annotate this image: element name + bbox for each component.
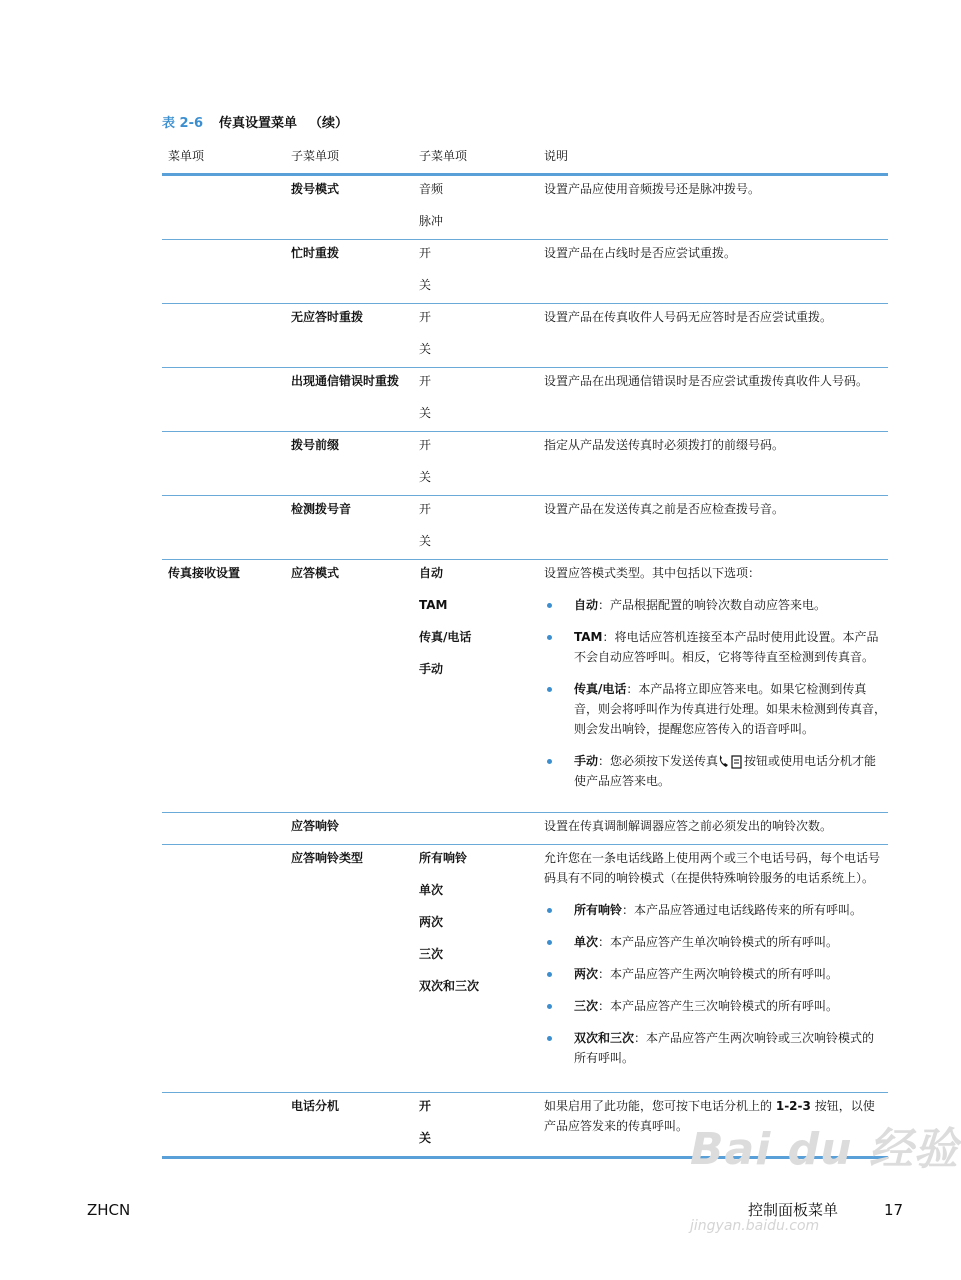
submenu-label: 应答响铃 (291, 819, 340, 833)
option: 关 (419, 406, 432, 420)
table-header (162, 143, 888, 176)
option: 音频 (419, 182, 444, 196)
menu-label: 传真接收设置 (168, 566, 241, 580)
table-row (162, 560, 888, 813)
option: 开 (419, 246, 432, 260)
description: 设置产品在传真收件人号码无应答时是否应尝试重拨。 (544, 310, 833, 324)
option: 开 (419, 502, 432, 516)
header-description: 说明 (544, 149, 569, 163)
option: 三次 (419, 947, 444, 961)
option: 传真/电话 (419, 630, 472, 644)
list-item: 双次和三次：本产品应答产生两次响铃或三次响铃模式的所有呼叫。 (544, 1028, 886, 1068)
option: 关 (419, 470, 432, 484)
option: 关 (419, 278, 432, 292)
table-row (162, 176, 888, 240)
option: 关 (419, 534, 432, 548)
list-item: 三次：本产品应答产生三次响铃模式的所有呼叫。 (544, 996, 886, 1016)
option: 所有响铃 (419, 851, 468, 865)
option: 单次 (419, 883, 444, 897)
description: 设置产品在发送传真之前是否应检查拨号音。 (544, 502, 785, 516)
description: 允许您在一条电话线路上使用两个或三个电话号码，每个电话号码具有不同的响铃模式（在提供特殊响铃服务的电话系统上）。 (544, 851, 881, 885)
header-submenu-1: 子菜单项 (291, 149, 340, 163)
watermark-url: jingyan.baidu.com (690, 1218, 820, 1234)
table-row (162, 496, 888, 560)
description: 设置产品在出现通信错误时是否应尝试重拨传真收件人号码。 (544, 374, 869, 388)
description: 如果启用了此功能，您可按下电话分机上的 1-2-3 按钮，以使产品应答发来的传真呼叫。 (544, 1099, 875, 1133)
list-item: 手动：您必须按下发送传真 按钮或使用电话分机才能使产品应答来电。 (544, 751, 886, 791)
send-fax-icon (718, 755, 744, 769)
header-submenu-2: 子菜单项 (419, 149, 468, 163)
option: 开 (419, 310, 432, 324)
description: 设置产品在占线时是否应尝试重拨。 (544, 246, 737, 260)
submenu-label: 检测拨号音 (291, 502, 352, 516)
option: 自动 (419, 566, 444, 580)
description: 设置应答模式类型。其中包括以下选项： (544, 566, 761, 580)
submenu-label: 拨号模式 (291, 182, 340, 196)
list-item: 自动：产品根据配置的响铃次数自动应答来电。 (544, 595, 886, 615)
option: 关 (419, 1131, 432, 1145)
footer-locale: ZHCN (87, 1201, 131, 1219)
option: 双次和三次 (419, 979, 480, 993)
table-row (162, 304, 888, 368)
submenu-label: 无应答时重拨 (291, 310, 364, 324)
option: 两次 (419, 915, 444, 929)
list-item: 单次：本产品应答产生单次响铃模式的所有呼叫。 (544, 932, 886, 952)
table-row (162, 240, 888, 304)
table-number: 表 2-6 (162, 116, 204, 131)
submenu-label: 应答响铃类型 (291, 851, 364, 865)
table-row (162, 845, 888, 1093)
option: 手动 (419, 662, 444, 676)
list-item: 所有响铃：本产品应答通过电话线路传来的所有呼叫。 (544, 900, 886, 920)
option: 开 (419, 438, 432, 452)
page-number: 17 (884, 1201, 904, 1219)
table-row (162, 368, 888, 432)
description: 设置产品应使用音频拨号还是脉冲拨号。 (544, 182, 761, 196)
option: 关 (419, 342, 432, 356)
option: 开 (419, 374, 432, 388)
table-caption (162, 114, 348, 134)
header-menu-item: 菜单项 (168, 149, 205, 163)
table-row (162, 813, 888, 845)
submenu-label: 电话分机 (291, 1099, 340, 1113)
description: 设置在传真调制解调器应答之前必须发出的响铃次数。 (544, 819, 833, 833)
description: 指定从产品发送传真时必须拨打的前缀号码。 (544, 438, 785, 452)
list-item: 传真/电话：本产品将立即应答来电。如果它检测到传真音，则会将呼叫作为传真进行处理。如果未检测到传真音，则会发出响铃，提醒您应答传入的语音呼叫。 (544, 679, 886, 739)
list-item: 两次：本产品应答产生两次响铃模式的所有呼叫。 (544, 964, 886, 984)
table-body (162, 176, 888, 1159)
table-title: 传真设置菜单 (219, 116, 298, 131)
submenu-label: 忙时重拨 (291, 246, 340, 260)
submenu-label: 出现通信错误时重拨 (291, 374, 400, 388)
table-continued: （续） (309, 116, 349, 131)
list-item: TAM：将电话应答机连接至本产品时使用此设置。本产品不会自动应答呼叫。相反，它将等待直至检测到传真音。 (544, 627, 886, 667)
footer-section: 控制面板菜单 (748, 1201, 839, 1219)
option: 开 (419, 1099, 432, 1113)
submenu-label: 拨号前缀 (291, 438, 340, 452)
submenu-label: 应答模式 (291, 566, 340, 580)
option: TAM (419, 598, 448, 612)
option: 脉冲 (419, 214, 444, 228)
watermark-logo: Bai du 经验 (690, 1124, 959, 1175)
table-row (162, 432, 888, 496)
